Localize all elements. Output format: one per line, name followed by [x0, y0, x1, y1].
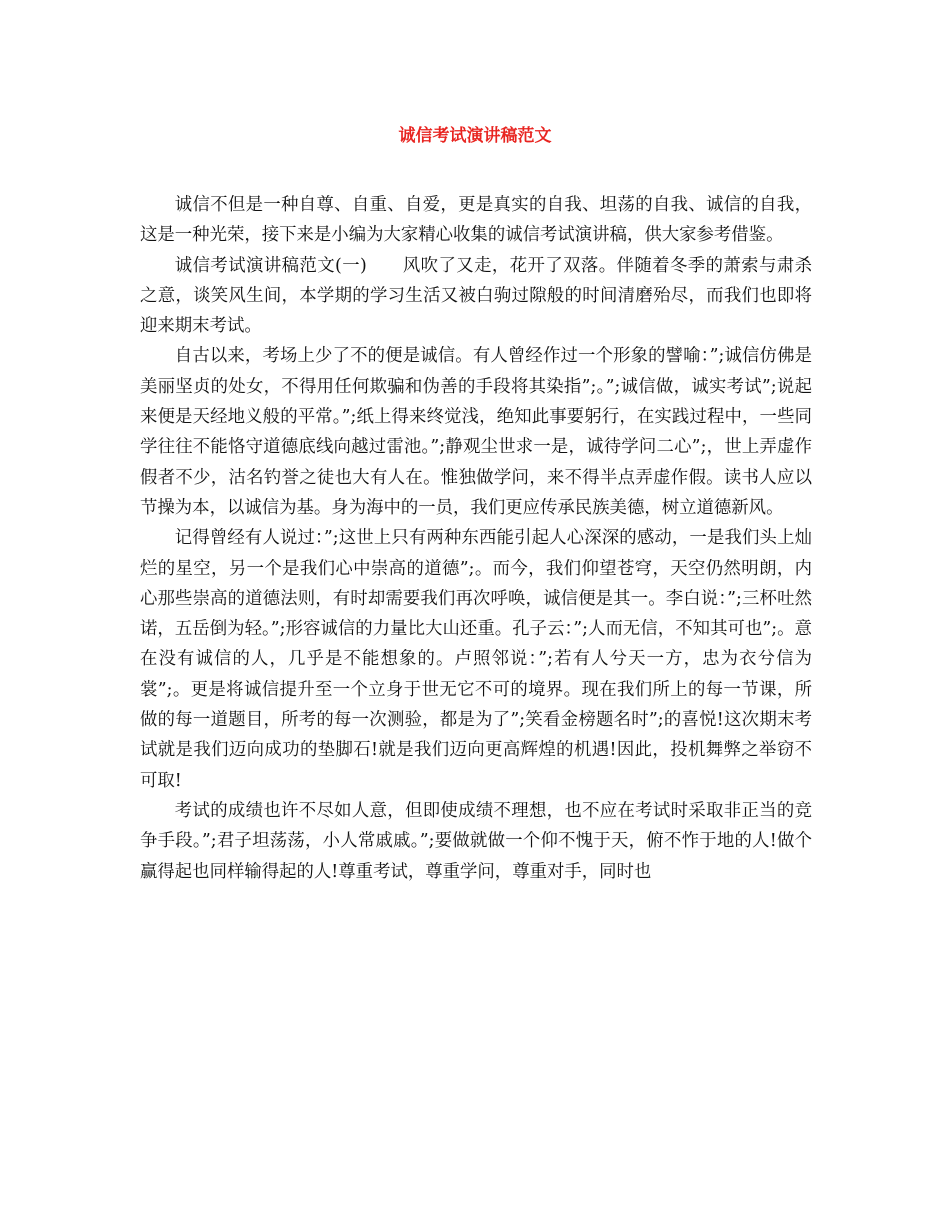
document-title: 诚信考试演讲稿范文	[398, 126, 552, 146]
paragraph-integrity-exam: 自古以来，考场上少了不的便是诚信。有人曾经作过一个形象的譬喻：”;诚信仿佛是美丽坚贞的处女，不得用任何欺骗和伪善的手段将其染指”;。”;诚信做，诚实考试”;说起来便是天经地义般的平常。”;纸上得来终觉浅，绝知此事要躬行，在实践过程中，一些同学往往不能恪守道德底线向越过雷池。”;静观尘世求一是，诚待学问二心”;，世上弄虚作假者不少，沽名钓誉之徒也大有人在。惟独做学问，来不得半点弄虚作假。读书人应以节操为本，以诚信为基。身为海中的一员，我们更应传承民族美德，树立道德新风。	[140, 346, 812, 518]
paragraph-quotes: 记得曾经有人说过：”;这世上只有两种东西能引起人心深深的感动，一是我们头上灿烂的星空，另一个是我们心中崇高的道德”;。而今，我们仰望苍穹，天空仍然明朗，内心那些崇高的道德法则，有时却需要我们再次呼唤，诚信便是其一。李白说：”;三杯吐然诺，五岳倒为轻。”;形容诚信的力量比大山还重。孔子云：”;人而无信，不知其可也”;。意在没有诚信的人，几乎是不能想象的。卢照邻说：”;若有人兮天一方，忠为衣兮信为裳”;。更是将诚信提升至一个立身于世无它不可的境界。现在我们所上的每一节课，所做的每一道题目，所考的每一次测验，都是为了”;笑看金榜题名时”;的喜悦!这次期末考试就是我们迈向成功的垫脚石!就是我们迈向更高辉煌的机遇!因此，投机舞弊之举窃不可取!	[140, 528, 812, 791]
paragraph-conclusion: 考试的成绩也许不尽如人意，但即使成绩不理想，也不应在考试时采取非正当的竞争手段。”;君子坦荡荡，小人常戚戚。”;要做就做一个仰不愧于天，俯不怍于地的人!做个赢得起也同样输得起的人!尊重考试，尊重学问，尊重对手，同时也	[140, 800, 812, 882]
paragraph-intro: 诚信不但是一种自尊、自重、自爱，更是真实的自我、坦荡的自我、诚信的自我，这是一种光荣，接下来是小编为大家精心收集的诚信考试演讲稿，供大家参考借鉴。	[140, 195, 812, 246]
document-body	[140, 190, 812, 887]
paragraph-speech-one-opening: 诚信考试演讲稿范文(一) 风吹了又走，花开了双落。伴随着冬季的萧索与肃杀之意，谈笑风生间，本学期的学习生活又被白驹过隙般的时间清磨殆尽，而我们也即将迎来期末考试。	[140, 255, 812, 337]
